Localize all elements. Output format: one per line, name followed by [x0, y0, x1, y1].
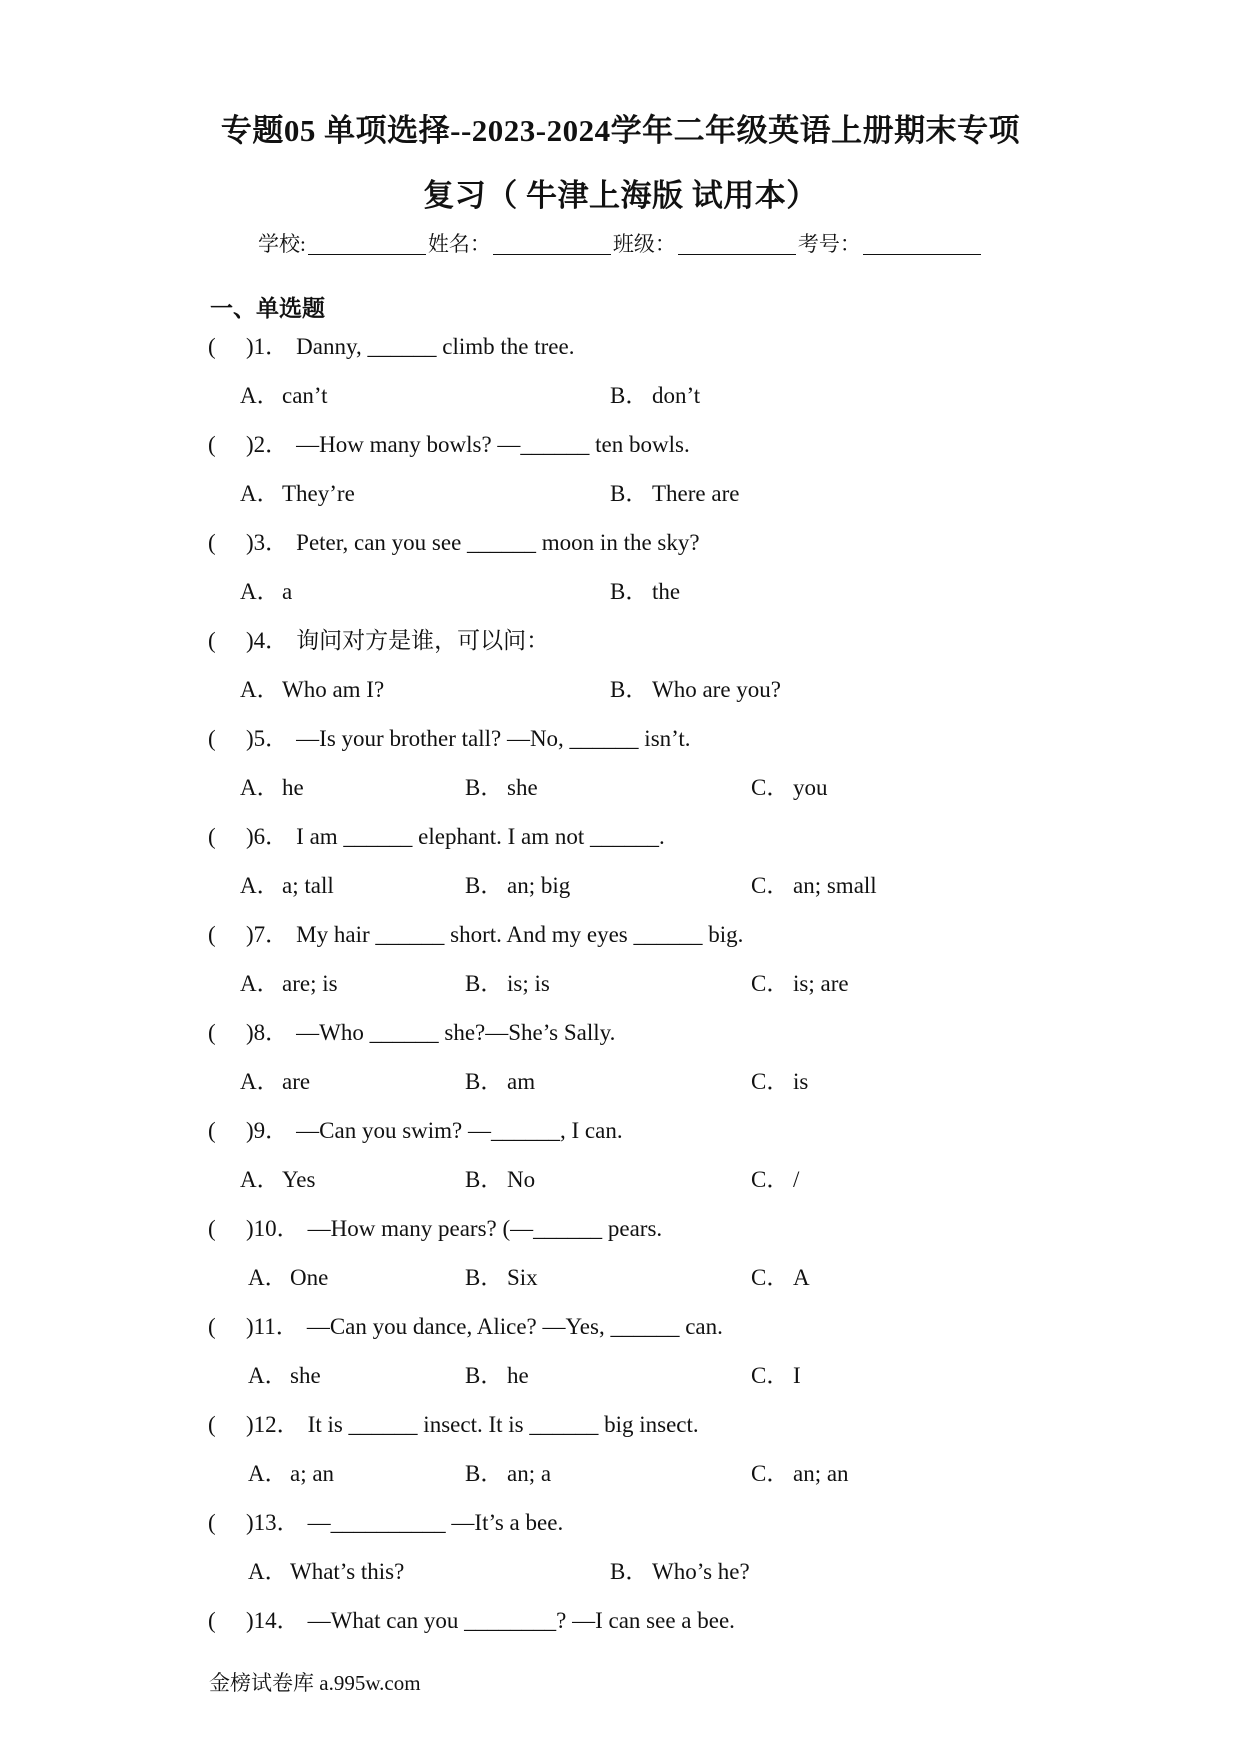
question-text: —What can you ________? —I can see a bee. — [307, 1608, 735, 1633]
option-letter: A． — [240, 579, 280, 604]
answer-option[interactable] — [240, 665, 384, 714]
option-text: an; a — [507, 1461, 552, 1486]
option-letter: B． — [465, 775, 504, 800]
question-options — [208, 665, 1108, 714]
question-stem — [208, 616, 1108, 665]
option-text: is; is — [507, 971, 550, 996]
number-blank[interactable] — [863, 234, 981, 255]
option-letter: A． — [240, 971, 280, 996]
question-stem — [208, 812, 1108, 861]
question-item — [208, 1204, 1108, 1302]
question-number: )3． — [246, 530, 289, 555]
question-stem — [208, 1400, 1108, 1449]
question-stem — [208, 518, 1108, 567]
option-letter: C． — [751, 971, 790, 996]
answer-option[interactable] — [240, 1155, 315, 1204]
question-item — [208, 1302, 1108, 1400]
question-item — [208, 1400, 1108, 1498]
answer-option[interactable] — [751, 1155, 799, 1204]
answer-paren[interactable]: ( — [208, 726, 216, 751]
option-letter: A． — [240, 383, 280, 408]
answer-option[interactable] — [465, 1155, 535, 1204]
question-text: It is ______ insect. It is ______ big insect. — [307, 1412, 699, 1437]
number-label: 考号： — [797, 232, 861, 256]
option-letter: A． — [240, 481, 280, 506]
question-options — [208, 1449, 1108, 1498]
answer-option[interactable] — [240, 1057, 310, 1106]
answer-paren[interactable]: ( — [208, 1216, 216, 1241]
answer-option[interactable] — [240, 861, 334, 910]
question-options — [208, 567, 1108, 616]
option-letter: B． — [465, 1265, 504, 1290]
question-stem — [208, 420, 1108, 469]
answer-paren[interactable]: ( — [208, 1412, 216, 1437]
class-blank[interactable] — [678, 234, 796, 255]
answer-option[interactable] — [240, 567, 292, 616]
answer-paren[interactable]: ( — [208, 334, 216, 359]
question-options — [208, 1155, 1108, 1204]
answer-paren[interactable]: ( — [208, 922, 216, 947]
question-text: 询问对方是谁，可以问： — [296, 628, 550, 653]
question-number: )4． — [246, 628, 289, 653]
answer-option[interactable] — [610, 371, 700, 420]
answer-option[interactable] — [465, 1057, 535, 1106]
question-item — [208, 1596, 1108, 1645]
option-text: a — [282, 579, 293, 604]
answer-option[interactable] — [751, 763, 828, 812]
option-text: Yes — [282, 1167, 316, 1192]
option-letter: A． — [240, 775, 280, 800]
page-title-line-1: 专题05 单项选择--2023-2024学年二年级英语上册期末专项 — [220, 113, 1021, 148]
answer-option[interactable] — [465, 1253, 538, 1302]
option-text: an; small — [793, 873, 877, 898]
question-stem — [208, 1204, 1108, 1253]
question-number: )14． — [246, 1608, 300, 1633]
question-stem — [208, 714, 1108, 763]
school-blank[interactable] — [308, 234, 426, 255]
option-letter: C． — [751, 1363, 790, 1388]
question-item — [208, 322, 1108, 420]
option-letter: B． — [465, 1167, 504, 1192]
question-stem — [208, 1498, 1108, 1547]
option-letter: B． — [610, 1559, 649, 1584]
question-stem — [208, 1106, 1108, 1155]
option-text: / — [793, 1167, 800, 1192]
question-text: My hair ______ short. And my eyes ______ big. — [296, 922, 744, 947]
option-letter: A． — [240, 1167, 280, 1192]
option-text: he — [507, 1363, 529, 1388]
option-text: can’t — [282, 383, 328, 408]
question-item — [208, 714, 1108, 812]
question-item — [208, 420, 1108, 518]
option-text: are — [282, 1069, 311, 1094]
answer-option[interactable] — [610, 1547, 750, 1596]
answer-option[interactable] — [751, 861, 877, 910]
question-number: )13． — [246, 1510, 300, 1535]
option-letter: A． — [248, 1265, 288, 1290]
option-text: a; an — [290, 1461, 335, 1486]
answer-option[interactable] — [610, 469, 739, 518]
option-letter: C． — [751, 873, 790, 898]
question-options — [208, 861, 1108, 910]
option-text: is; are — [793, 971, 849, 996]
option-letter: B． — [610, 383, 649, 408]
option-letter: B． — [610, 481, 649, 506]
question-text: —Can you swim? —______, I can. — [296, 1118, 623, 1143]
question-item — [208, 518, 1108, 616]
answer-paren[interactable]: ( — [208, 1020, 216, 1045]
question-number: )6． — [246, 824, 289, 849]
page-title-line-2: 复习（ 牛津上海版 试用本） — [423, 178, 818, 213]
answer-paren[interactable]: ( — [208, 530, 216, 555]
question-number: )8． — [246, 1020, 289, 1045]
answer-paren[interactable]: ( — [208, 1510, 216, 1535]
school-label: 学校: — [258, 232, 306, 256]
question-number: )11． — [246, 1314, 299, 1339]
question-stem — [208, 1596, 1108, 1645]
answer-option[interactable] — [240, 763, 304, 812]
question-number: )9． — [246, 1118, 289, 1143]
answer-option[interactable] — [248, 1351, 321, 1400]
question-item — [208, 1008, 1108, 1106]
answer-option[interactable] — [751, 1351, 801, 1400]
name-blank[interactable] — [493, 234, 611, 255]
option-text: the — [652, 579, 681, 604]
option-text: Who am I? — [282, 677, 385, 702]
option-letter: A． — [240, 873, 280, 898]
option-letter: A． — [240, 1069, 280, 1094]
question-number: )2． — [246, 432, 289, 457]
section-heading: 一、单选题 — [210, 296, 325, 322]
option-letter: C． — [751, 1461, 790, 1486]
option-letter: A． — [248, 1559, 288, 1584]
option-text: Who’s he? — [652, 1559, 750, 1584]
answer-option[interactable] — [248, 1253, 328, 1302]
option-letter: B． — [465, 873, 504, 898]
question-item — [208, 812, 1108, 910]
question-number: )1． — [246, 334, 289, 359]
option-text: A — [793, 1265, 810, 1290]
option-letter: B． — [610, 579, 649, 604]
option-text: am — [507, 1069, 536, 1094]
answer-option[interactable] — [610, 567, 680, 616]
option-letter: A． — [248, 1363, 288, 1388]
question-stem — [208, 910, 1108, 959]
answer-option[interactable] — [240, 469, 355, 518]
question-text: —How many pears? (—______ pears. — [307, 1216, 663, 1241]
question-text: I am ______ elephant. I am not ______. — [296, 824, 665, 849]
answer-paren[interactable]: ( — [208, 432, 216, 457]
option-text: One — [290, 1265, 329, 1290]
question-text: —Who ______ she?—She’s Sally. — [296, 1020, 616, 1045]
question-text: —__________ —It’s a bee. — [307, 1510, 564, 1535]
answer-option[interactable] — [751, 1449, 849, 1498]
answer-option[interactable] — [240, 959, 338, 1008]
question-options — [208, 1351, 1108, 1400]
option-letter: B． — [610, 677, 649, 702]
answer-option[interactable] — [751, 1057, 808, 1106]
option-text: There are — [652, 481, 740, 506]
option-letter: B． — [465, 1461, 504, 1486]
question-text: Danny, ______ climb the tree. — [296, 334, 575, 359]
answer-option[interactable] — [751, 1253, 810, 1302]
option-letter: C． — [751, 775, 790, 800]
question-text: Peter, can you see ______ moon in the sky? — [296, 530, 700, 555]
option-letter: B． — [465, 1363, 504, 1388]
option-text: I — [793, 1363, 801, 1388]
answer-option[interactable] — [751, 959, 849, 1008]
question-item — [208, 910, 1108, 1008]
option-text: What’s this? — [290, 1559, 405, 1584]
answer-paren[interactable]: ( — [208, 1314, 216, 1339]
answer-option[interactable] — [248, 1547, 404, 1596]
option-text: They’re — [282, 481, 355, 506]
question-number: )10． — [246, 1216, 300, 1241]
question-options — [208, 1547, 1108, 1596]
name-label: 姓名： — [427, 232, 491, 256]
option-letter: A． — [248, 1461, 288, 1486]
answer-option[interactable] — [465, 861, 570, 910]
question-options — [208, 1057, 1108, 1106]
option-text: No — [507, 1167, 536, 1192]
answer-paren[interactable]: ( — [208, 628, 216, 653]
question-item — [208, 616, 1108, 714]
question-text: —How many bowls? —______ ten bowls. — [296, 432, 690, 457]
answer-option[interactable] — [465, 763, 538, 812]
option-letter: C． — [751, 1265, 790, 1290]
answer-paren[interactable]: ( — [208, 1118, 216, 1143]
answer-option[interactable] — [610, 665, 781, 714]
answer-option[interactable] — [465, 1449, 551, 1498]
question-stem — [208, 1302, 1108, 1351]
question-number: )5． — [246, 726, 289, 751]
option-letter: B． — [465, 971, 504, 996]
option-text: she — [290, 1363, 321, 1388]
answer-option[interactable] — [240, 371, 328, 420]
option-text: an; an — [793, 1461, 849, 1486]
option-text: Six — [507, 1265, 538, 1290]
answer-paren[interactable]: ( — [208, 1608, 216, 1633]
student-info-row — [258, 228, 983, 258]
option-text: he — [282, 775, 304, 800]
question-number: )7． — [246, 922, 289, 947]
option-letter: C． — [751, 1167, 790, 1192]
question-options — [208, 1253, 1108, 1302]
question-item — [208, 1498, 1108, 1596]
question-options — [208, 959, 1108, 1008]
class-label: 班级： — [612, 232, 676, 256]
question-number: )12． — [246, 1412, 300, 1437]
question-item — [208, 1106, 1108, 1204]
option-text: Who are you? — [652, 677, 781, 702]
option-text: she — [507, 775, 538, 800]
footer-source: 金榜试卷库 a.995w.com — [209, 1671, 421, 1695]
question-options — [208, 469, 1108, 518]
question-text: —Is your brother tall? —No, ______ isn’t. — [296, 726, 691, 751]
question-list — [208, 322, 1108, 1645]
answer-option[interactable] — [465, 959, 550, 1008]
option-letter: C． — [751, 1069, 790, 1094]
question-stem — [208, 1008, 1108, 1057]
answer-option[interactable] — [465, 1351, 529, 1400]
option-text: are; is — [282, 971, 338, 996]
option-text: is — [793, 1069, 809, 1094]
option-letter: A． — [240, 677, 280, 702]
option-letter: B． — [465, 1069, 504, 1094]
question-options — [208, 763, 1108, 812]
question-text: —Can you dance, Alice? —Yes, ______ can. — [306, 1314, 723, 1339]
option-text: an; big — [507, 873, 571, 898]
option-text: don’t — [652, 383, 701, 408]
option-text: a; tall — [282, 873, 334, 898]
question-options — [208, 371, 1108, 420]
question-stem — [208, 322, 1108, 371]
option-text: you — [793, 775, 828, 800]
answer-paren[interactable]: ( — [208, 824, 216, 849]
answer-option[interactable] — [248, 1449, 334, 1498]
